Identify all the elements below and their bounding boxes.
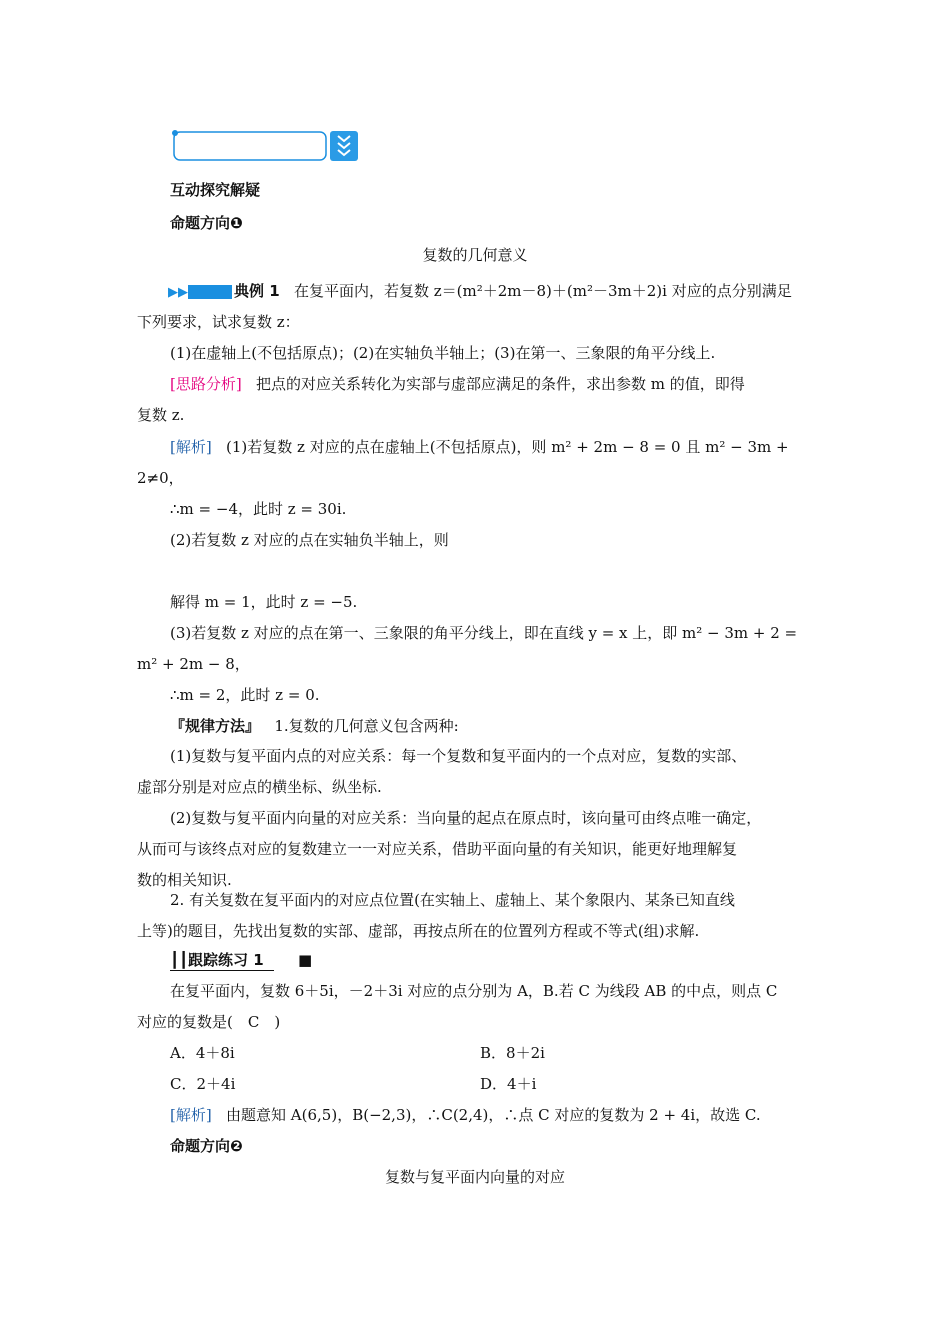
- topic-1-subtitle: 复数的几何意义: [422, 246, 528, 264]
- solution-text-4: (2)若复数 z 对应的点在实轴负半轴上，则: [170, 531, 449, 549]
- method-text-4: (2)复数与复平面内向量的对应关系：当向量的起点在原点时，该向量可由终点唯一确定，: [170, 809, 762, 827]
- example-label: 典例 1: [234, 282, 280, 300]
- direction-2-heading: 命题方向❷: [170, 1137, 243, 1155]
- method-text-7: 2. 有关复数在复平面内的对应点位置(在实轴上、虚轴上、某个象限内、某条已知直线: [170, 891, 735, 909]
- method-text-5: 从而可与该终点对应的复数建立一一对应关系，借助平面向量的有关知识，能更好地理解复: [137, 840, 738, 858]
- direction-1-heading: 命题方向❶: [170, 214, 243, 232]
- analysis-tag: [思路分析]: [170, 375, 242, 393]
- practice-question-1: 在复平面内，复数 6＋5i，－2＋3i 对应的点分别为 A，B.若 C 为线段 AB 的中点，则点 C: [170, 982, 778, 1000]
- method-line-1: [170, 716, 459, 736]
- solution-line-1: [170, 437, 789, 457]
- example-question-2: 下列要求，试求复数 z：: [137, 313, 300, 331]
- topic-2-subtitle: 复数与复平面内向量的对应: [384, 1168, 565, 1186]
- practice-solution-text: 由题意知 A(6,5)，B(−2,3)，∴C(2,4)，∴点 C 对应的复数为 2 + 4i，故选 C.: [226, 1106, 761, 1124]
- method-text-1: 1.复数的几何意义包含两种:: [274, 717, 459, 735]
- practice-end-mark: ■: [298, 951, 313, 969]
- method-text-8: 上等)的题目，先找出复数的实部、虚部，再按点所在的位置列方程或不等式(组)求解.: [137, 922, 700, 940]
- practice-solution-tag: [解析]: [170, 1106, 212, 1124]
- solution-text-1: (1)若复数 z 对应的点在虚轴上(不包括原点)，则 m² + 2m − 8 = 0 且 m² − 3m +: [226, 438, 789, 456]
- practice-solution-line: [170, 1105, 761, 1125]
- fast-forward-icon: ▶▶: [168, 285, 188, 300]
- analysis-text-2: 复数 z.: [137, 406, 185, 424]
- solution-tag: [解析]: [170, 438, 212, 456]
- practice-heading: ┃┃跟踪练习 1: [170, 950, 274, 971]
- option-b: B．8＋2i: [480, 1044, 545, 1062]
- example-question-1: 在复平面内，若复数 z＝(m²＋2m－8)＋(m²－3m＋2)i 对应的点分别满足: [293, 282, 792, 300]
- section-header-box: [168, 126, 362, 164]
- method-text-3: 虚部分别是对应点的横坐标、纵坐标.: [137, 778, 382, 796]
- example-question-3: (1)在虚轴上(不包括原点)；(2)在实轴负半轴上；(3)在第一、三象限的角平分线上.: [170, 344, 716, 362]
- solution-text-7: m² + 2m − 8，: [137, 655, 250, 673]
- example-tag-bar: [188, 285, 232, 299]
- solution-text-5: 解得 m = 1，此时 z = −5.: [170, 593, 358, 611]
- method-text-2: (1)复数与复平面内点的对应关系：每一个复数和复平面内的一个点对应，复数的实部、: [170, 747, 747, 765]
- analysis-line-1: [170, 374, 745, 394]
- option-a: A．4＋8i: [170, 1044, 235, 1062]
- solution-text-2: 2≠0，: [137, 469, 184, 487]
- solution-text-8: ∴m = 2，此时 z = 0.: [170, 686, 320, 704]
- option-c: C．2＋4i: [170, 1075, 236, 1093]
- practice-question-2: 对应的复数是( C ): [137, 1013, 281, 1031]
- method-text-6: 数的相关知识.: [137, 871, 232, 889]
- solution-text-6: (3)若复数 z 对应的点在第一、三象限的角平分线上，即在直线 y = x 上，即 m² − 3m + 2 =: [170, 624, 798, 642]
- analysis-text-1: 把点的对应关系转化为实部与虚部应满足的条件，求出参数 m 的值，即得: [256, 375, 745, 393]
- solution-text-3: ∴m = −4，此时 z = 30i.: [170, 500, 347, 518]
- option-d: D．4＋i: [480, 1075, 537, 1093]
- example-line-1: [168, 281, 792, 303]
- method-tag: 『规律方法』: [170, 717, 261, 735]
- section-title: 互动探究解疑: [170, 181, 261, 199]
